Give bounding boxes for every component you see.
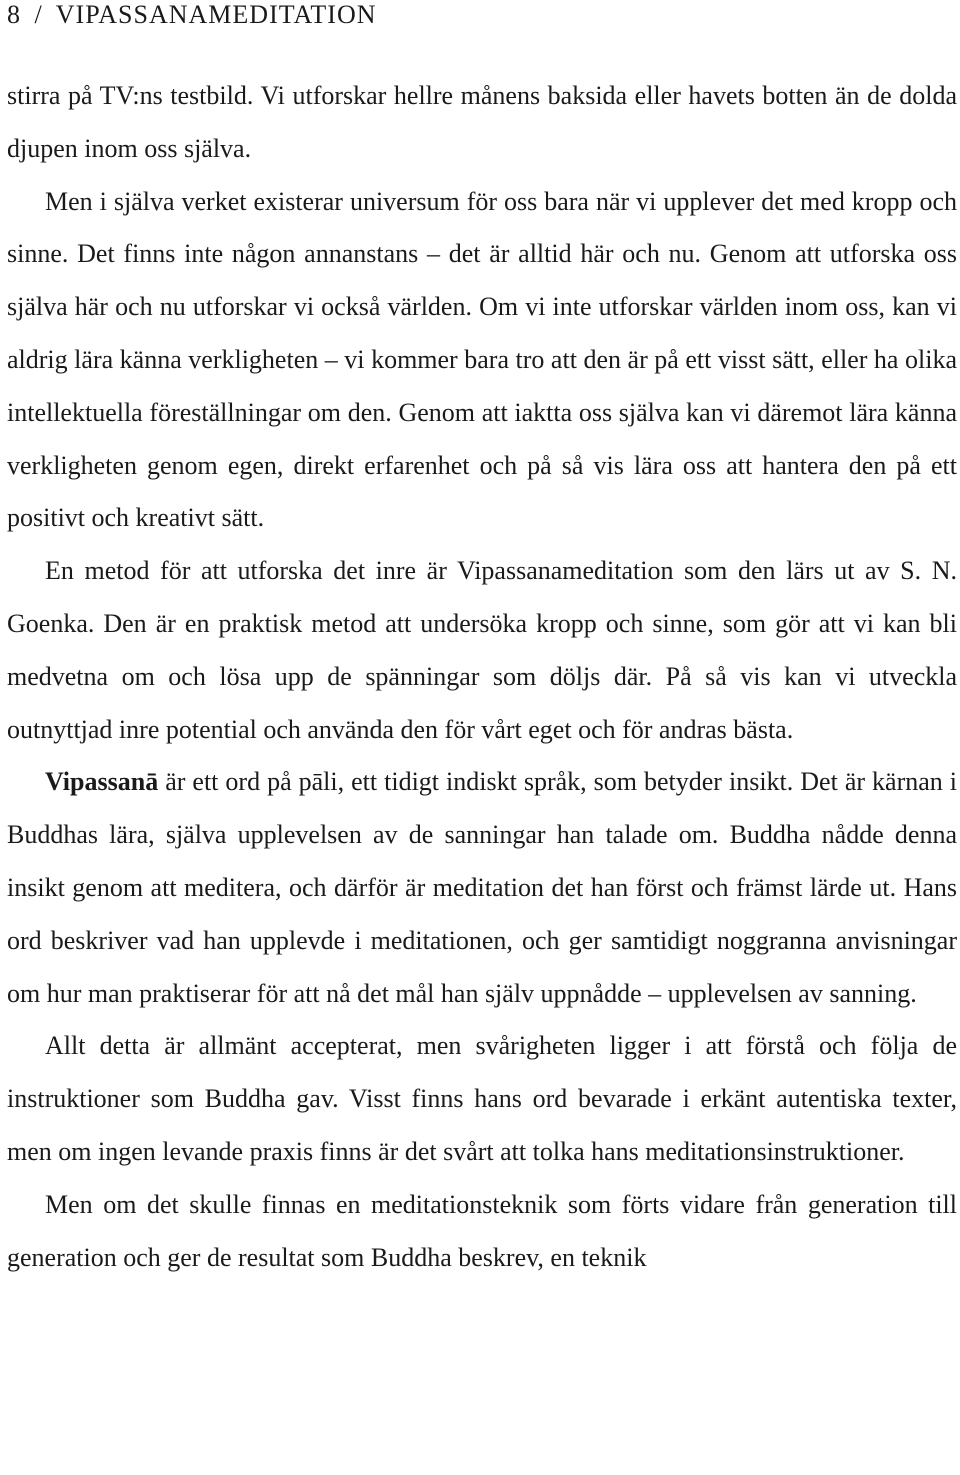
paragraph-tradition: Men om det skulle finnas en meditationsteknik som förts vidare från generation till generation och ger de resultat som Buddha beskrev, en teknik: [7, 1189, 957, 1272]
header-separator: /: [34, 0, 43, 29]
paragraph-instructions: Allt detta är allmänt accepterat, men svårigheten ligger i att förstå och följa de instruktioner som Buddha gav. Visst finns hans ord bevarade i erkänt autentiska texter, men om ingen levande praxis finns är det svårt att tolka hans meditationsinstruktioner.: [7, 1031, 957, 1166]
body-text: [7, 70, 957, 1284]
paragraph-universe: Men i själva verket existerar universum för oss bara när vi upplever det med kropp och sinne. Det finns inte någon annanstans – det är alltid här och nu. Genom att utforska oss själva här och nu utforskar vi också världen. Om vi inte utforskar världen inom oss, kan vi aldrig lära känna verkligheten – vi kommer bara tro att den är på ett visst sätt, eller ha olika intellektuella föreställningar om den. Genom att iaktta oss själva kan vi däremot lära känna verkligheten genom egen, direkt erfarenhet och på så vis lära oss att hantera den på ett positivt och kreativt sätt.: [7, 186, 957, 533]
running-header: [7, 0, 957, 30]
page-number: 8: [7, 0, 21, 29]
paragraph-continuation: stirra på TV:ns testbild. Vi utforskar hellre månens baksida eller havets botten än de dolda djupen inom oss själva.: [7, 81, 957, 163]
vipassana-definition: är ett ord på pāli, ett tidigt indiskt språk, som betyder insikt. Det är kärnan i Buddhas lära, själva upplevelsen av de sanningar han talade om. Buddha nådde denna insikt genom att meditera, och därför är meditation det han först och främst lärde ut. Hans ord beskriver vad han upplevde i meditationen, och ger samtidigt noggranna anvisningar om hur man praktiserar för att nå det mål han själv uppnådde – upplevelsen av sanning.: [7, 767, 957, 1008]
paragraph-method: En metod för att utforska det inre är Vipassanameditation som den lärs ut av S. N. Goenka. Den är en praktisk metod att undersöka kropp och sinne, som gör att vi kan bli medvetna om och lösa upp de spänningar som döljs där. På så vis kan vi utveckla outnyttjad inre potential och använda den för vårt eget och för andras bästa.: [7, 556, 957, 744]
paragraph-vipassana: [7, 756, 957, 1020]
vipassana-term: Vipassanā: [45, 767, 159, 797]
book-page: [7, 0, 957, 1284]
running-title: VIPASSANAMEDITATION: [55, 0, 377, 29]
